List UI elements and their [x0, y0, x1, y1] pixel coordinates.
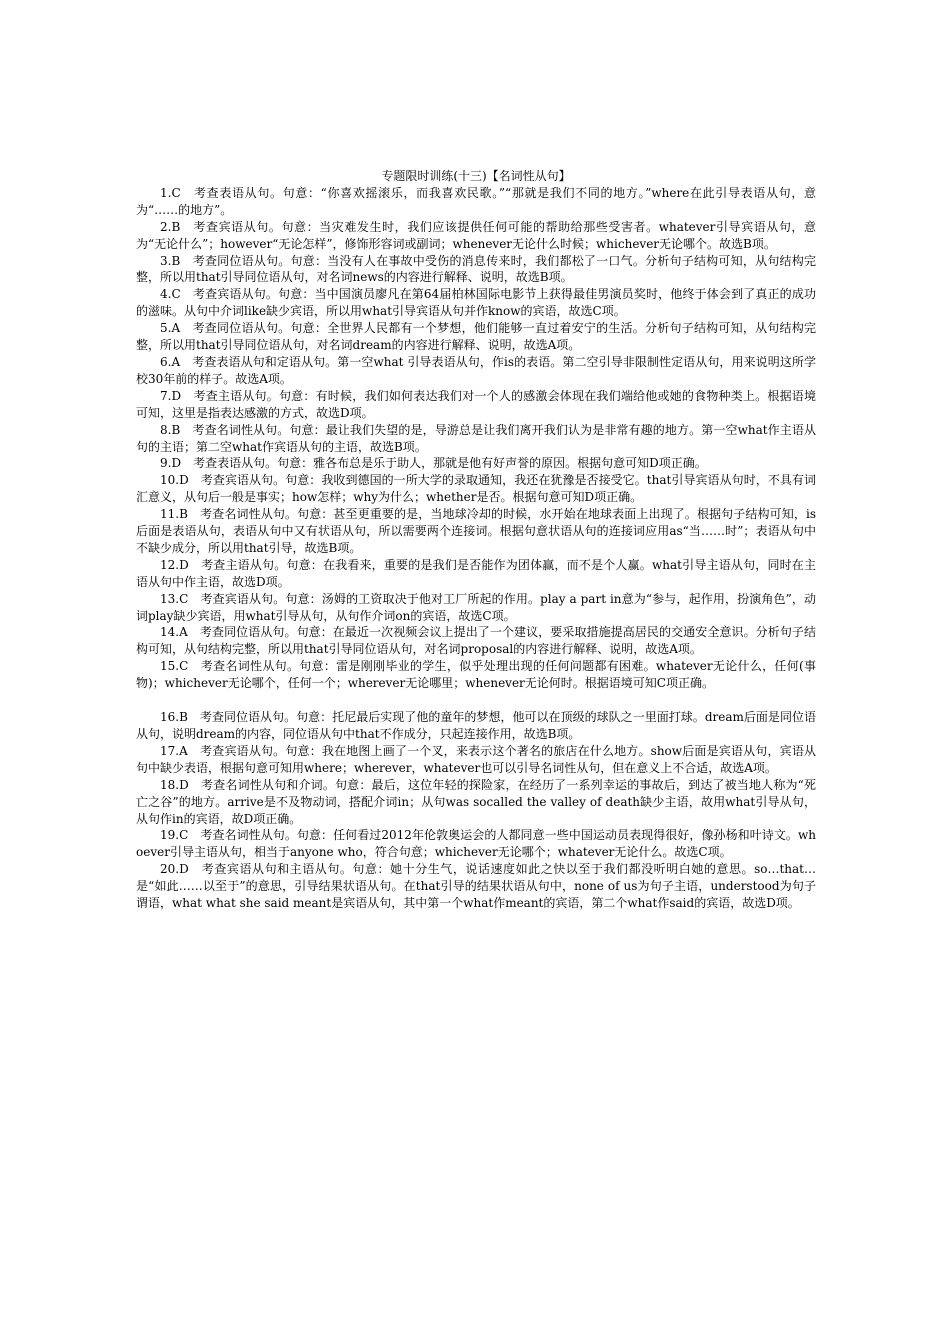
- answer-item: 7.D 考查主语从句。句意：有时候，我们如何表达我们对一个人的感激会体现在我们端给他或她的食物种类上。根据语境可知，这里是指表达感激的方式，故选D项。: [136, 388, 816, 420]
- answer-item: 20.D 考查宾语从句和主语从句。句意：她十分生气，说话速度如此之快以至于我们都没听明白她的意思。so…that…是“如此……以至于”的意思，引导结果状语从句。在that引导的结果状语从句中，none of us为句子主语，understood为句子谓语，what what she said meant是宾语从句，其中第一个what作meant的宾语，第二个what作said的宾语，故选D项。: [136, 862, 816, 911]
- answer-item: 6.A 考查表语从句和定语从句。第一空what 引导表语从句，作is的表语。第二空引导非限制性定语从句，用来说明这所学校30年前的样子。故选A项。: [136, 354, 816, 386]
- answer-item: 4.C 考查宾语从句。句意：当中国演员廖凡在第64届柏林国际电影节上获得最佳男演员奖时，他终于体会到了真正的成功的滋味。从句中介词like缺少宾语，所以用what引导宾语从句并作know的宾语，故选C项。: [136, 287, 816, 319]
- answer-item: 12.D 考查主语从句。句意：在我看来，重要的是我们是否能作为团体赢，而不是个人赢。what引导主语从句，同时在主语从句中作主语，故选D项。: [136, 557, 816, 589]
- answer-item: 3.B 考查同位语从句。句意：当没有人在事故中受伤的消息传来时，我们都松了一口气。分析句子结构可知，从句结构完整，所以用that引导同位语从句，对名词news的内容进行解释、说明，故选B项。: [136, 253, 816, 285]
- answer-item: 10.D 考查宾语从句。句意：我收到德国的一所大学的录取通知，我还在犹豫是否接受它。that引导宾语从句时，不具有词汇意义，从句后一般是事实；how怎样；why为什么；whether是否。根据句意可知D项正确。: [136, 473, 816, 505]
- answer-item: 14.A 考查同位语从句。句意：在最近一次视频会议上提出了一个建议，要采取措施提高居民的交通安全意识。分析句子结构可知，从句结构完整，所以用that引导同位语从句，对名词proposal的内容进行解释、说明，故选A项。: [136, 625, 816, 657]
- answer-item: 17.A 考查宾语从句。句意：我在地图上画了一个叉，来表示这个著名的旅店在什么地方。show后面是宾语从句，宾语从句中缺少表语，根据句意可知用where；wherever，whatever也可以引导名词性从句，但在意义上不合适，故选A项。: [136, 743, 816, 775]
- answer-item: 19.C 考查名词性从句。句意：任何看过2012年伦敦奥运会的人都同意一些中国运动员表现得很好，像孙杨和叶诗文。whoever引导主语从句，相当于anyone who，符合句意；whichever无论哪个；whatever无论什么。故选C项。: [136, 828, 816, 860]
- document-page: [136, 168, 816, 912]
- answer-item: 2.B 考查宾语从句。句意：当灾难发生时，我们应该提供任何可能的帮助给那些受害者。whatever引导宾语从句，意为“无论什么”；however“无论怎样”，修饰形容词或副词；whenever无论什么时候；whichever无论哪个。故选B项。: [136, 219, 816, 251]
- paragraph-gap: [136, 692, 816, 709]
- answer-item: 16.B 考查同位语从句。句意：托尼最后实现了他的童年的梦想，他可以在顶级的球队之一里面打球。dream后面是同位语从句，说明dream的内容，同位语从句中that不作成分，只起连接作用，故选B项。: [136, 710, 816, 741]
- answer-item: 5.A 考查同位语从句。句意：全世界人民都有一个梦想，他们能够一直过着安宁的生活。分析句子结构可知，从句结构完整，所以用that引导同位语从句，对名词dream的内容进行解释、说明，故选A项。: [136, 321, 816, 353]
- answer-item: 9.D 考查表语从句。句意：雅各布总是乐于助人，那就是他有好声誉的原因。根据句意可知D项正确。: [160, 456, 707, 471]
- answer-item: 1.C 考查表语从句。句意：“你喜欢摇滚乐，而我喜欢民歌。”“那就是我们不同的地方。”where在此引导表语从句，意为“……的地方”。: [136, 185, 816, 217]
- answer-item: 11.B 考查名词性从句。句意：甚至更重要的是，当地球冷却的时候，水开始在地球表面上出现了。根据句子结构可知，is 后面是表语从句，表语从句中又有状语从句，所以需要两个连接词。根据句意状语从句的连接词应用as“当……时”；表语从句中不缺少成分，所以用that引导，故选B项。: [136, 507, 816, 555]
- answer-item: 13.C 考查宾语从句。句意：汤姆的工资取决于他对工厂所起的作用。play a part in意为“参与，起作用，扮演角色”，动词play缺少宾语，用what引导从句，从句作介词on的宾语，故选C项。: [136, 591, 816, 623]
- answer-item: 18.D 考查名词性从句和介词。句意：最后，这位年轻的探险家，在经历了一系列幸运的事故后，到达了被当地人称为“死亡之谷”的地方。arrive是不及物动词，搭配介词in；从句was socalled the valley of death缺少主语，故用what引导从句，从句作in的宾语，故D项正确。: [136, 777, 816, 826]
- answer-item: 8.B 考查名词性从句。句意：最让我们失望的是，导游总是让我们离开我们认为是非常有趣的地方。第一空what作主语从句的主语；第二空what作宾语从句的主语，故选B项。: [136, 422, 816, 454]
- answer-item: 15.C 考查名词性从句。句意：雷是刚刚毕业的学生，似乎处理出现的任何问题都有困难。whatever无论什么，任何(事物)；whichever无论哪个，任何一个；wherever无论哪里；whenever无论何时。根据语境可知C项正确。: [136, 659, 816, 691]
- document-title: 专题限时训练(十三)【名词性从句】: [381, 169, 571, 183]
